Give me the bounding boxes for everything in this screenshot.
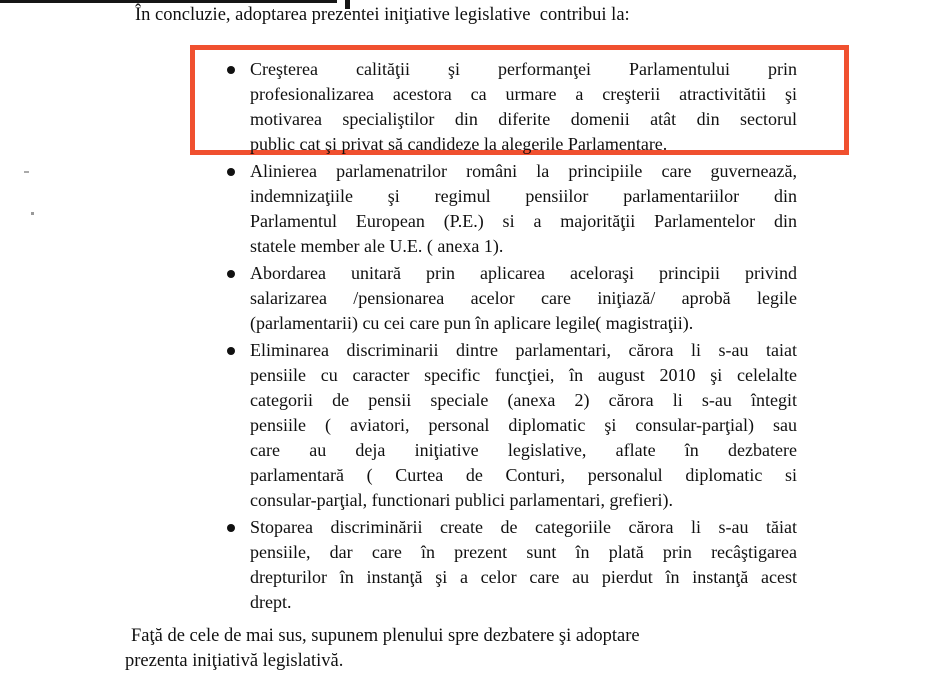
bullet-line: motivarea specialiştilor din diferite domenii atât din sectorul <box>250 109 797 129</box>
bullet-item <box>250 261 797 336</box>
bullet-line: drept. <box>250 592 292 612</box>
bullet-dot <box>227 347 235 355</box>
bullet-item <box>250 515 797 615</box>
bullet-list <box>250 57 797 617</box>
bullet-line: pensiile cu caracter specific funcţiei, în august 2010 şi celelalte <box>250 365 797 385</box>
bullet-line: (parlamentarii) cu cei care pun în aplicare legile( magistraţii). <box>250 313 694 333</box>
bullet-line: drepturilor în instanţă şi a celor care au pierdut în instanţă acest <box>250 567 797 587</box>
bullet-item <box>250 338 797 513</box>
bullet-line: Parlamentul European (P.E.) si a majorităţii Parlamentelor din <box>250 211 797 231</box>
bullet-line: parlamentară ( Curtea de Conturi, personalul diplomatic si <box>250 465 797 485</box>
scan-artifact-speck <box>24 171 29 173</box>
bullet-line: statele member ale U.E. ( anexa 1). <box>250 236 504 256</box>
bullet-line: pensiile, dar care în prezent sunt în plată prin recâştigarea <box>250 542 797 562</box>
bullet-dot <box>227 270 235 278</box>
bullet-dot <box>227 168 235 176</box>
closing-line: Faţă de cele de mai sus, supunem plenului spre dezbatere şi adoptare <box>131 626 640 646</box>
bullet-line: care au deja iniţiative legislative, aflate în dezbatere <box>250 440 797 460</box>
intro-paragraph: În concluzie, adoptarea prezentei iniţiative legislative contribui la: <box>135 5 630 25</box>
bullet-line: Alinierea parlamenatrilor români la principiile care guvernează, <box>250 161 797 181</box>
bullet-item <box>250 159 797 259</box>
bullet-line: indemnizaţiile şi regimul pensiilor parlamentariilor din <box>250 186 797 206</box>
closing-line: prezenta iniţiativă legislativă. <box>125 651 344 671</box>
closing-paragraph <box>125 624 765 674</box>
bullet-item-highlighted <box>250 57 797 157</box>
bullet-line: salarizarea /pensionarea acelor care iniţiază/ aprobă legile <box>250 288 797 308</box>
bullet-line: Creşterea calităţii şi performanţei Parlamentului prin <box>250 59 797 79</box>
bullet-line: Eliminarea discriminarii dintre parlamentari, cărora li s-au taiat <box>250 340 797 360</box>
bullet-line: public cat şi privat să candideze la alegerile Parlamentare. <box>250 134 668 154</box>
bullet-line: profesionalizarea acestora ca urmare a creşterii atractivitătii şi <box>250 84 797 104</box>
bullet-dot <box>227 524 235 532</box>
bullet-line: categorii de pensii speciale (anexa 2) cărora li s-au întegit <box>250 390 797 410</box>
bullet-line: consular-parţial, functionari publici parlamentari, grefieri). <box>250 490 673 510</box>
bullet-dot <box>227 66 235 74</box>
bullet-line: Stoparea discriminării create de categoriile cărora li s-au tăiat <box>250 517 797 537</box>
bullet-line: Abordarea unitară prin aplicarea aceloraşi principii privind <box>250 263 797 283</box>
scan-artifact-speck <box>31 212 34 215</box>
bullet-line: pensiile ( aviatori, personal diplomatic şi consular-parţial) sau <box>250 415 797 435</box>
